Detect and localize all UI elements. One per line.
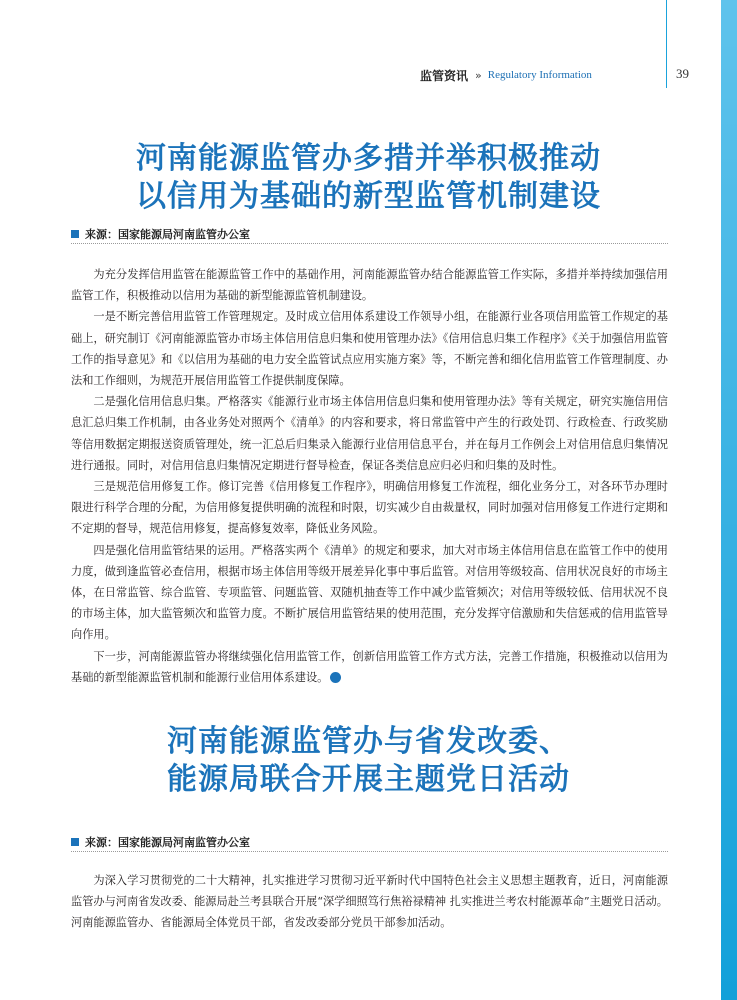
end-mark-icon: e (330, 672, 341, 683)
article2-source (71, 834, 250, 850)
section-label-en: Regulatory Information (487, 69, 592, 81)
article1-title-line2: 以信用为基础的新型监管机制建设 (136, 179, 601, 214)
paragraph-text: 下一步，河南能源监管办将继续强化信用监管工作，创新信用监管工作方式方法，完善工作措施，积极推动以信用为基础的新型能源监管机制和能源行业信用体系建设。 (71, 649, 668, 684)
paragraph: 二是强化信用信息归集。严格落实《能源行业市场主体信用信息归集和使用管理办法》等有关规定，研究实施信用信息汇总归集工作机制，由各业务处对照两个《清单》的内容和要求，将日常监管中产生的行政处罚、行政检查、行政奖励等信用数据定期报送资质管理处，统一汇总后归集录入能源行业信用信息平台，并在每月工作例会上对信用信息归集情况进行通报。同时，对信用信息归集情况定期进行督导检查，保证各类信息应归必归和归集的及时性。 (71, 395, 668, 472)
article1-title-line1: 河南能源监管办多措并举积极推动 (136, 141, 601, 176)
page-number: 39 (676, 66, 689, 81)
article2-body (71, 870, 668, 934)
paragraph-last (71, 646, 668, 688)
article1-source (71, 226, 250, 242)
square-bullet-icon (71, 838, 79, 846)
article2-source-text: 来源：国家能源局河南监管办公室 (85, 836, 250, 849)
article1-source-text: 来源：国家能源局河南监管办公室 (85, 228, 250, 241)
header-divider (666, 0, 667, 88)
article2-title-line1: 河南能源监管办与省发改委、 (167, 724, 570, 759)
paragraph: 三是规范信用修复工作。修订完善《信用修复工作程序》，明确信用修复工作流程，细化业务分工，对各环节办理时限进行科学合理的分配，为信用修复提供明确的流程和时限，切实减少自由裁量权，同时加强对信用修复工作进行定期和不定期的督导，规范信用修复，提高修复效率，降低业务风险。 (71, 480, 668, 536)
article2-divider (71, 851, 668, 852)
paragraph: 四是强化信用监管结果的运用。严格落实两个《清单》的规定和要求，加大对市场主体信用信息在监管工作中的使用力度，做到逢监管必查信用，根据市场主体信用等级开展差异化事中事后监管。对信用等级较高、信用状况良好的市场主体，在日常监管、综合监管、专项监管、问题监管、双随机抽查等工作中减少监管频次；对信用等级较低、信用状况不良的市场主体，加大监管频次和监管力度。不断扩展信用监管结果的使用范围，充分发挥守信激励和失信惩戒的信用监管导向作用。 (71, 543, 668, 642)
square-bullet-icon (71, 230, 79, 238)
article1-divider (71, 243, 668, 244)
running-header (420, 67, 592, 83)
chevron-double-right-icon: » (475, 68, 482, 82)
paragraph: 一是不断完善信用监管工作管理规定。及时成立信用体系建设工作领导小组，在能源行业各项信用监管工作规定的基础上，研究制订《河南能源监管办市场主体信用信息归集和使用管理办法》《信用信息归集工作程序》《关于加强信用监管工作的指导意见》和《以信用为基础的电力安全监管试点应用实施方案》等，不断完善和细化信用监管工作管理制度、办法和工作细则，为规范开展信用监管工作提供制度保障。 (71, 310, 668, 388)
section-label-cn: 监管资讯 (420, 68, 469, 83)
paragraph: 为深入学习贯彻党的二十大精神，扎实推进学习贯彻习近平新时代中国特色社会主义思想主题教育，近日，河南能源监管办与河南省发改委、能源局赴兰考县联合开展“深学细照笃行焦裕禄精神 扎实推进兰考农村能源革命”主题党日活动。河南能源监管办、省能源局全体党员干部，省发改委部分党员干部参加活动。 (71, 874, 668, 930)
article1-body (71, 264, 668, 688)
article2-title-line2: 能源局联合开展主题党日活动 (167, 762, 570, 797)
paragraph: 为充分发挥信用监管在能源监管工作中的基础作用，河南能源监管办结合能源监管工作实际，多措并举持续加强信用监管工作，积极推动以信用为基础的新型能源监管机制建设。 (71, 268, 668, 303)
